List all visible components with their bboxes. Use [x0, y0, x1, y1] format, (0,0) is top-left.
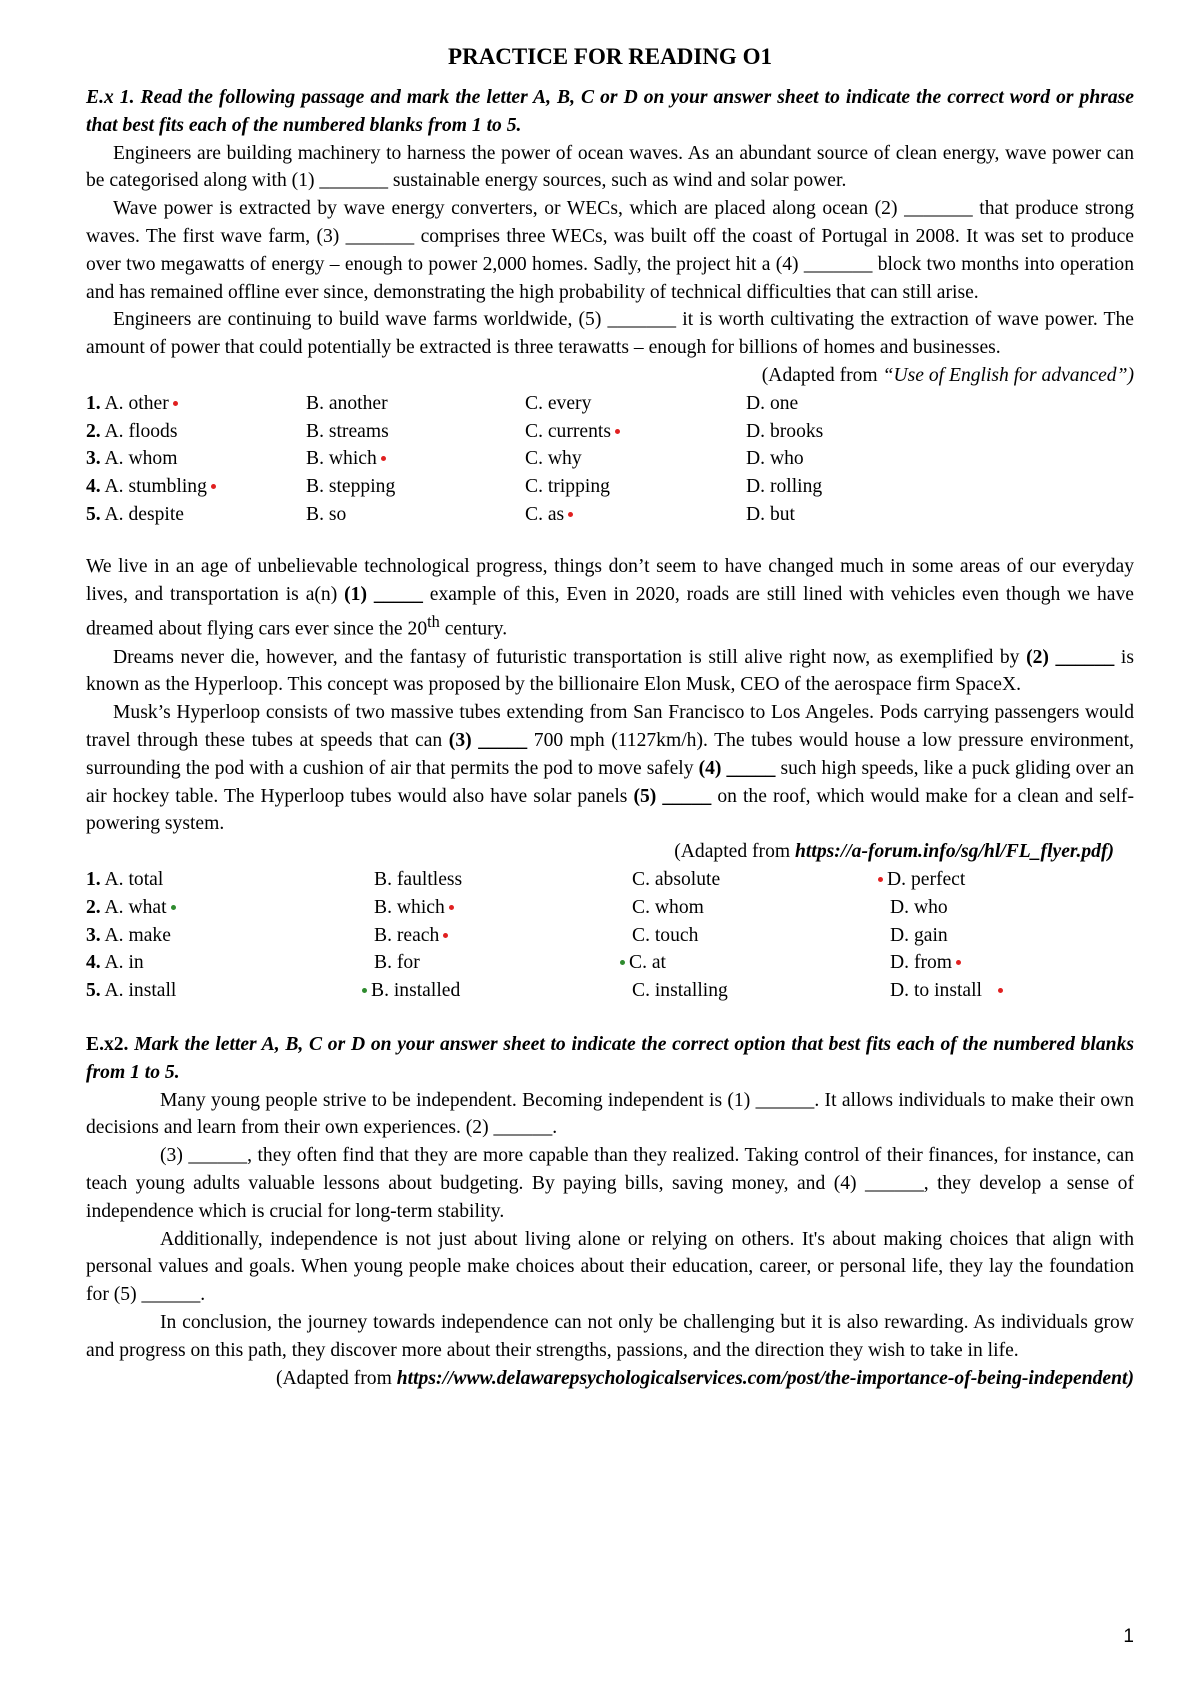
page-title: PRACTICE FOR READING O1: [448, 44, 772, 69]
option-a[interactable]: A. other: [104, 392, 169, 414]
answer-marker: [956, 960, 961, 965]
source-prefix: (Adapted from: [275, 1367, 397, 1389]
option-row: [86, 866, 1134, 894]
source-link[interactable]: https://www.delawarepsychologicalservices.com/post/the-importance-of-being-independent): [396, 1367, 1134, 1389]
option-row: [86, 894, 1134, 922]
question-number: 2.: [86, 420, 101, 442]
ex2-paragraph-1: Many young people strive to be independent. Becoming independent is (1) ______. It allows individuals to make their own decisions and learn from their own experiences. (2) ______.: [86, 1089, 1134, 1139]
ex1b-source: [86, 838, 1134, 866]
option-a[interactable]: A. what: [104, 896, 167, 918]
option-d[interactable]: D. to install: [890, 980, 982, 1002]
option-d[interactable]: D. who: [890, 896, 948, 918]
question-number: 3.: [86, 924, 101, 946]
text: on the roof, which would make for a clean and self-powering system.: [86, 785, 1134, 835]
option-c[interactable]: C. tripping: [525, 476, 610, 498]
ex1-source: [86, 362, 1134, 390]
option-a[interactable]: A. stumbling: [104, 476, 207, 498]
option-c[interactable]: C. as: [525, 503, 565, 525]
option-row: [86, 922, 1134, 950]
option-b[interactable]: B. which: [374, 896, 445, 918]
option-row: [86, 445, 1134, 473]
text: such high speeds, like a puck gliding over an air hockey table. The Hyperloop tubes would also have solar panels: [86, 757, 1134, 807]
ex1b-options: [86, 866, 1134, 1005]
source-prefix: (Adapted from: [761, 364, 883, 386]
question-number: 3.: [86, 448, 101, 470]
ex2-paragraph-3: Additionally, independence is not just about living alone or relying on others. It's about making choices that align with personal values and goals. When young people make choices about their education, career, or personal life, they lay the foundation for (5) ______.: [86, 1228, 1134, 1306]
option-c[interactable]: C. why: [525, 448, 582, 470]
option-a[interactable]: A. install: [104, 980, 177, 1002]
text: 700 mph (1127km/h). The tubes would house a low pressure environment, surrounding the pod with a cushion of air that permits the pod to move safely: [86, 730, 1135, 779]
question-number: 4.: [86, 952, 101, 974]
option-row: [86, 418, 1134, 446]
option-d[interactable]: D. but: [746, 503, 795, 525]
blank-2: (2) ______: [1026, 646, 1115, 668]
question-number: 5.: [86, 980, 101, 1002]
option-b[interactable]: B. another: [306, 392, 388, 414]
ex1-paragraph-3: Engineers are continuing to build wave farms worldwide, (5) _______ it is worth cultivating the extraction of wave power. The amount of power that could potentially be extracted is three terawatts – enough for billions of homes and businesses.: [86, 309, 1134, 359]
ex2-paragraph-4: In conclusion, the journey towards independence can not only be challenging but it is also rewarding. As individuals grow and progress on this path, they discover more about their strengths, passions, and the direction they wish to take in life.: [86, 1312, 1134, 1361]
option-row: [86, 977, 1134, 1005]
answer-marker: [615, 429, 620, 434]
option-b[interactable]: B. streams: [306, 420, 389, 442]
ex2-instruction-text: Mark the letter A, B, C or D on your answer sheet to indicate the correct option that best fits each of the numbered blanks from 1 to 5.: [86, 1034, 1134, 1083]
option-d[interactable]: D. one: [746, 392, 799, 414]
option-row: [86, 501, 1134, 529]
option-b[interactable]: B. installed: [371, 980, 461, 1002]
blank-5: (5) _____: [633, 785, 712, 807]
answer-marker: [173, 401, 178, 406]
superscript: th: [427, 612, 440, 632]
option-row: [86, 473, 1134, 501]
option-a[interactable]: A. in: [104, 952, 144, 974]
option-a[interactable]: A. whom: [104, 448, 178, 470]
ex1b-paragraph-1: [86, 553, 1134, 644]
option-row: [86, 390, 1134, 418]
option-d[interactable]: D. rolling: [746, 476, 823, 498]
option-c[interactable]: C. at: [629, 952, 667, 974]
ex1-options: [86, 390, 1134, 529]
ex1b-paragraph-2: [86, 644, 1134, 700]
option-d[interactable]: D. who: [746, 448, 804, 470]
option-b[interactable]: B. for: [374, 952, 420, 974]
source-prefix: (Adapted from: [674, 841, 796, 863]
option-row: [86, 949, 1134, 977]
option-c[interactable]: C. every: [525, 392, 592, 414]
ex2-paragraph-2: (3) ______, they often find that they are more capable than they realized. Taking control of their finances, for instance, can teach young adults valuable lessons about budgeting. By paying bills, saving money, and (4) ______, they develop a sense of independence which is crucial for long-term stability.: [86, 1145, 1134, 1222]
option-a[interactable]: A. make: [104, 924, 171, 946]
ex1-instruction: E.x 1. Read the following passage and mark the letter A, B, C or D on your answer sheet to indicate the correct word or phrase that best fits each of the numbered blanks from 1 to 5.: [86, 87, 1134, 136]
question-number: 1.: [86, 869, 101, 891]
option-c[interactable]: C. whom: [632, 896, 704, 918]
ex1-paragraph-2: Wave power is extracted by wave energy converters, or WECs, which are placed along ocean (2) _______ that produce strong waves. The first wave farm, (3) _______ comprises three WECs, was built off the coast of Portugal in 2008. It was set to produce over two megawatts of energy – enough to power 2,000 homes. Sadly, the project hit a (4) _______ block two months into operation and has remained offline ever since, demonstrating the high probability of technical difficulties that can still arise.: [86, 198, 1134, 303]
question-number: 2.: [86, 896, 101, 918]
answer-marker: [211, 484, 216, 489]
option-c[interactable]: C. installing: [632, 980, 728, 1002]
question-number: 5.: [86, 503, 101, 525]
option-a[interactable]: A. floods: [104, 420, 178, 442]
option-c[interactable]: C. currents: [525, 420, 611, 442]
option-b[interactable]: B. which: [306, 448, 377, 470]
question-number: 1.: [86, 392, 101, 414]
blank-1: (1) _____: [344, 583, 423, 605]
answer-marker: [171, 905, 176, 910]
text: example of this, Even in 2020, roads are still lined with vehicles even though we have dreamed about flying cars ever since the 20: [86, 583, 1134, 640]
option-b[interactable]: B. stepping: [306, 476, 396, 498]
text: century.: [439, 618, 508, 640]
ex1-paragraph-1: Engineers are building machinery to harness the power of ocean waves. As an abundant source of clean energy, wave power can be categorised along with (1) _______ sustainable energy sources, such as wind and solar power.: [86, 142, 1134, 192]
option-a[interactable]: A. total: [104, 869, 164, 891]
option-c[interactable]: C. absolute: [632, 869, 721, 891]
answer-marker: [381, 456, 386, 461]
document-page: [86, 38, 1134, 1392]
ex2-source: [86, 1365, 1134, 1393]
option-d[interactable]: D. brooks: [746, 420, 824, 442]
answer-marker: [443, 933, 448, 938]
blank-3: (3) _____: [448, 730, 528, 752]
question-number: 4.: [86, 476, 101, 498]
answer-marker: [998, 988, 1003, 993]
option-d[interactable]: D. gain: [890, 924, 948, 946]
text: Musk’s Hyperloop consists of two massive tubes extending from San Francisco to Los Angeles. Pods carrying passengers would travel through these tubes at speeds that can: [86, 702, 1134, 752]
text: is known as the Hyperloop. This concept was proposed by the billionaire Elon Musk, CEO of the aerospace firm SpaceX.: [86, 646, 1134, 696]
text: Dreams never die, however, and the fantasy of futuristic transportation is still alive right now, as exemplified by: [113, 646, 1027, 668]
option-b[interactable]: B. so: [306, 503, 347, 525]
ex2-label: E.x2.: [86, 1034, 135, 1056]
ex2-instruction: [86, 1031, 1134, 1087]
option-c[interactable]: C. touch: [632, 924, 699, 946]
answer-marker: [449, 905, 454, 910]
option-d[interactable]: D. perfect: [887, 869, 966, 891]
blank-4: (4) _____: [698, 757, 776, 779]
answer-marker: [568, 512, 573, 517]
option-a[interactable]: A. despite: [104, 503, 184, 525]
option-d[interactable]: D. from: [890, 952, 953, 974]
source-link[interactable]: https://a-forum.info/sg/hl/FL_flyer.pdf): [795, 841, 1114, 863]
option-b[interactable]: B. faultless: [374, 869, 463, 891]
ex1b-paragraph-3: [86, 699, 1134, 838]
page-number: 1: [1123, 1626, 1134, 1647]
option-b[interactable]: B. reach: [374, 924, 440, 946]
text: We live in an age of unbelievable technological progress, things don’t seem to have changed much in some areas of our everyday lives, and transportation is a(n): [86, 555, 1134, 605]
source-ref: “Use of English for advanced”): [882, 364, 1134, 386]
